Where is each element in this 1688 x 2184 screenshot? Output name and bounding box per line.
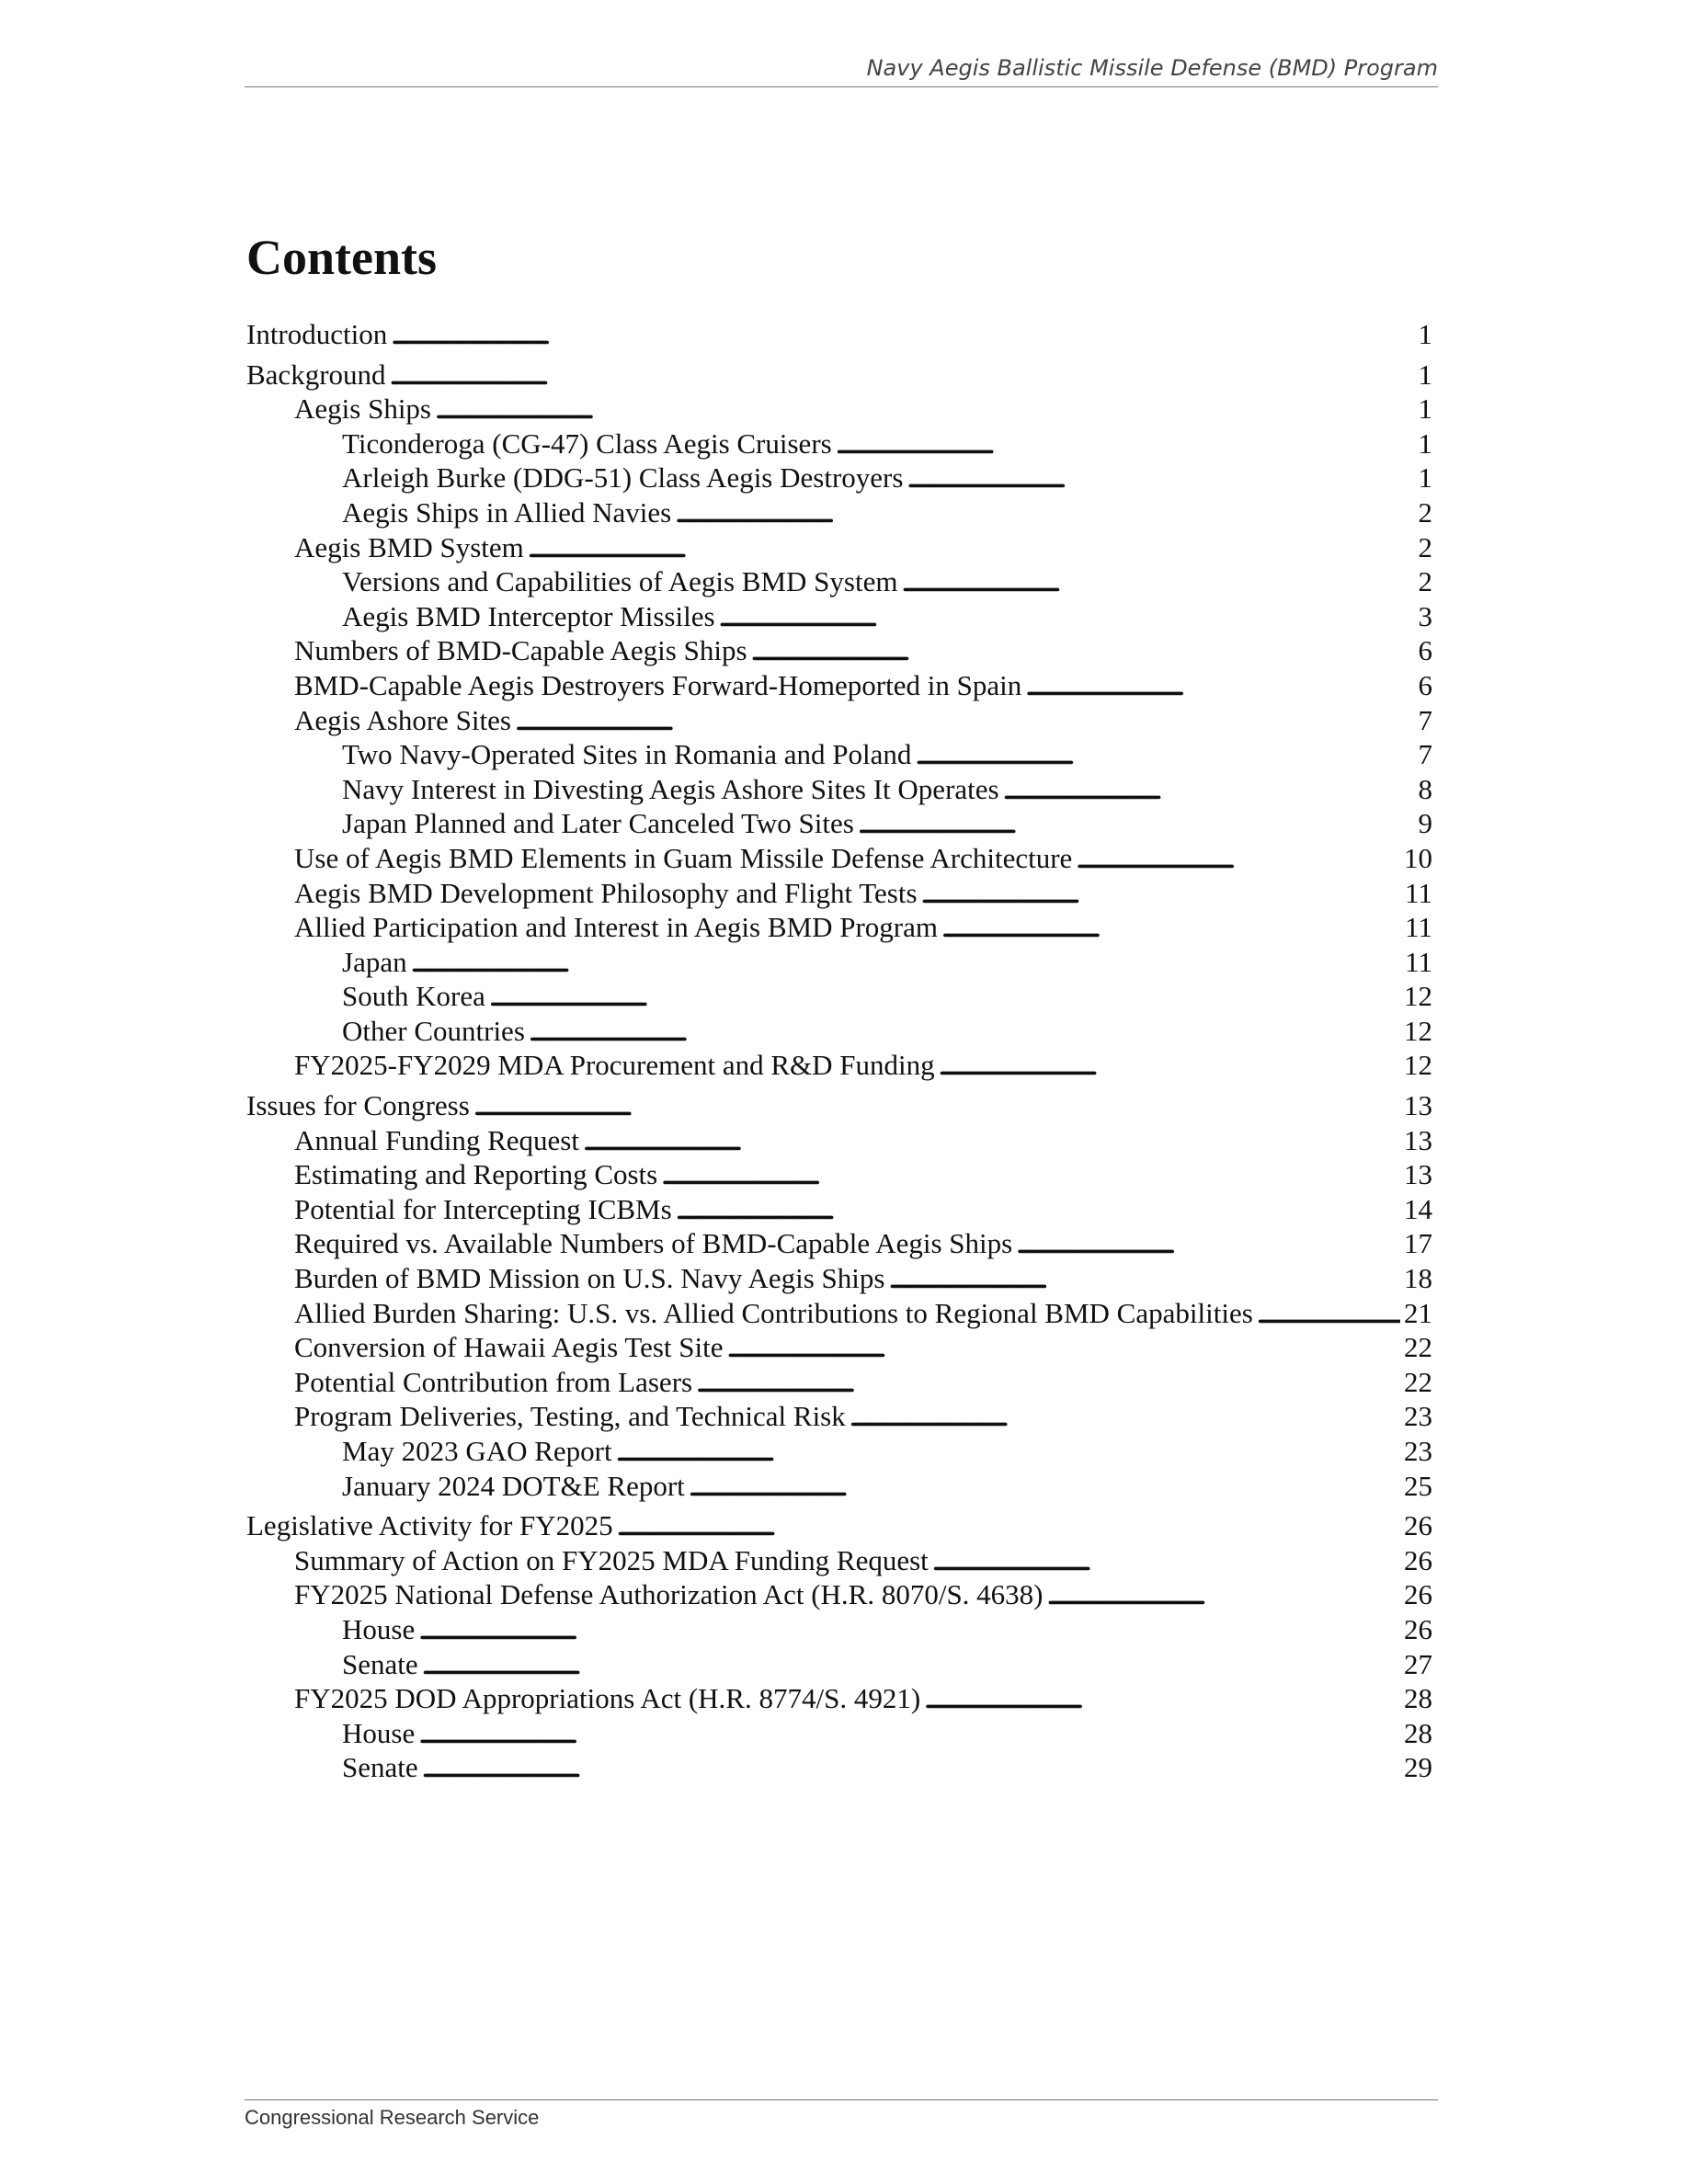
table-of-contents (246, 317, 1432, 1785)
toc-entry[interactable] (246, 910, 1432, 945)
toc-dot-leader (924, 1681, 1400, 1716)
toc-entry[interactable] (246, 1716, 1432, 1751)
toc-dot-leader (1257, 1296, 1400, 1331)
toc-entry-page-number: 12 (1404, 980, 1432, 1013)
toc-entry[interactable] (246, 841, 1432, 876)
toc-dot-leader (696, 1365, 1400, 1400)
toc-entry[interactable] (246, 1261, 1432, 1296)
toc-entry-label: Aegis Ships in Allied Navies (342, 495, 672, 529)
toc-entry[interactable] (246, 633, 1432, 668)
toc-dot-leader (515, 703, 1415, 738)
toc-entry[interactable] (246, 979, 1432, 1014)
toc-entry[interactable] (246, 1647, 1432, 1682)
toc-entry-label: Conversion of Hawaii Aegis Test Site (294, 1331, 724, 1364)
toc-entry-label: Japan Planned and Later Canceled Two Sites (342, 807, 854, 840)
toc-entry-label: Other Countries (342, 1014, 525, 1047)
toc-entry-page-number: 22 (1404, 1365, 1432, 1398)
toc-entry[interactable] (246, 806, 1432, 841)
toc-entry[interactable] (246, 1157, 1432, 1192)
toc-entry-page-number: 13 (1404, 1123, 1432, 1156)
toc-entry-page-number: 21 (1404, 1296, 1432, 1329)
toc-entry-page-number: 13 (1404, 1089, 1432, 1122)
toc-dot-leader (719, 599, 1415, 634)
toc-entry[interactable] (246, 495, 1432, 530)
toc-entry-label: Arleigh Burke (DDG-51) Class Aegis Destroyers (342, 461, 904, 495)
toc-entry[interactable] (246, 564, 1432, 599)
toc-dot-leader (435, 392, 1415, 427)
running-footer: Congressional Research Service (245, 2099, 1438, 2130)
toc-entry-label: BMD-Capable Aegis Destroyers Forward-Homeported in Spain (294, 668, 1022, 701)
toc-entry-page-number: 1 (1418, 392, 1432, 426)
toc-entry-page-number: 25 (1404, 1469, 1432, 1502)
toc-entry-label: Required vs. Available Numbers of BMD-Capable Aegis Ships (294, 1227, 1013, 1260)
toc-entry-page-number: 11 (1405, 876, 1432, 909)
toc-entry[interactable] (246, 461, 1432, 495)
toc-dot-leader (528, 530, 1415, 565)
toc-dot-leader (675, 495, 1414, 530)
toc-entry-label: Two Navy-Operated Sites in Romania and Poland (342, 738, 912, 771)
toc-entry-label: House (342, 1716, 416, 1749)
toc-entry[interactable] (246, 1399, 1432, 1434)
toc-dot-leader (1076, 841, 1400, 876)
toc-entry-page-number: 11 (1405, 911, 1432, 944)
toc-dot-leader (858, 806, 1415, 841)
toc-entry[interactable] (246, 1365, 1432, 1400)
toc-entry[interactable] (246, 876, 1432, 911)
toc-entry-page-number: 17 (1404, 1227, 1432, 1260)
toc-entry-label: South Korea (342, 980, 485, 1013)
toc-entry-label: Allied Burden Sharing: U.S. vs. Allied Contributions to Regional BMD Capabilities (294, 1296, 1253, 1329)
toc-entry[interactable] (246, 703, 1432, 738)
toc-entry-label: House (342, 1612, 416, 1645)
toc-entry-page-number: 8 (1418, 772, 1432, 805)
toc-entry-label: Annual Funding Request (294, 1123, 579, 1156)
toc-dot-leader (391, 317, 1414, 352)
toc-entry-page-number: 13 (1404, 1158, 1432, 1191)
toc-entry-label: Use of Aegis BMD Elements in Guam Missile Defense Architecture (294, 841, 1073, 874)
toc-entry-page-number: 14 (1404, 1192, 1432, 1225)
toc-dot-leader (941, 910, 1401, 945)
toc-dot-leader (1047, 1577, 1400, 1612)
toc-entry[interactable] (246, 1192, 1432, 1227)
toc-entry-page-number: 3 (1418, 599, 1432, 632)
toc-dot-leader (901, 564, 1414, 599)
toc-dot-leader (921, 876, 1402, 911)
toc-entry-page-number: 1 (1418, 461, 1432, 495)
toc-entry-label: Program Deliveries, Testing, and Technical Risk (294, 1400, 846, 1433)
toc-entry-page-number: 29 (1404, 1751, 1432, 1784)
toc-entry-page-number: 23 (1404, 1435, 1432, 1467)
toc-entry-label: FY2025-FY2029 MDA Procurement and R&D Funding (294, 1049, 935, 1082)
toc-entry[interactable] (246, 1014, 1432, 1049)
toc-entry-page-number: 1 (1418, 427, 1432, 460)
toc-entry-page-number: 2 (1418, 530, 1432, 563)
toc-entry-page-number: 18 (1404, 1262, 1432, 1295)
toc-entry-page-number: 7 (1418, 738, 1432, 771)
toc-entry[interactable] (246, 599, 1432, 634)
toc-entry[interactable] (246, 1508, 1432, 1543)
running-header: Navy Aegis Ballistic Missile Defense (BMD) Program (245, 55, 1438, 87)
toc-dot-leader (850, 1399, 1400, 1434)
toc-entry[interactable] (246, 1434, 1432, 1469)
toc-dot-leader (751, 633, 1415, 668)
toc-entry-label: Allied Participation and Interest in Aegis BMD Program (294, 911, 938, 944)
toc-dot-leader (418, 1716, 1400, 1751)
toc-dot-leader (390, 358, 1415, 392)
toc-entry-page-number: 22 (1404, 1331, 1432, 1364)
toc-entry-page-number: 26 (1404, 1509, 1432, 1542)
toc-entry[interactable] (246, 358, 1432, 392)
toc-entry[interactable] (246, 772, 1432, 807)
toc-entry-label: Estimating and Reporting Costs (294, 1158, 658, 1191)
toc-dot-leader (411, 945, 1402, 980)
toc-entry-label: Summary of Action on FY2025 MDA Funding Request (294, 1543, 929, 1576)
toc-entry-page-number: 12 (1404, 1014, 1432, 1047)
toc-entry[interactable] (246, 1048, 1432, 1083)
toc-entry[interactable] (246, 1543, 1432, 1578)
toc-entry[interactable] (246, 945, 1432, 980)
toc-dot-leader (939, 1048, 1400, 1083)
toc-entry-page-number: 6 (1418, 634, 1432, 667)
toc-dot-leader (583, 1123, 1400, 1158)
toc-entry[interactable] (246, 1612, 1432, 1647)
toc-dot-leader (836, 427, 1415, 461)
toc-entry[interactable] (246, 1088, 1432, 1123)
toc-dot-leader (1016, 1226, 1400, 1261)
toc-entry-label: Senate (342, 1751, 418, 1784)
toc-entry-label: Japan (342, 945, 407, 978)
toc-dot-leader (617, 1508, 1400, 1543)
toc-entry-page-number: 23 (1404, 1400, 1432, 1433)
toc-entry[interactable] (246, 737, 1432, 772)
toc-entry-label: Senate (342, 1647, 418, 1680)
toc-entry-page-number: 27 (1404, 1647, 1432, 1680)
toc-entry[interactable] (246, 1330, 1432, 1365)
toc-entry-label: Navy Interest in Divesting Aegis Ashore Sites It Operates (342, 772, 999, 805)
toc-entry-page-number: 2 (1418, 565, 1432, 598)
toc-entry[interactable] (246, 1226, 1432, 1261)
toc-entry-label: Issues for Congress (246, 1089, 470, 1122)
toc-entry-page-number: 26 (1404, 1612, 1432, 1645)
toc-dot-leader (907, 461, 1414, 495)
toc-dot-leader (1025, 668, 1414, 703)
toc-dot-leader (676, 1192, 1400, 1227)
toc-entry-page-number: 26 (1404, 1578, 1432, 1611)
toc-entry-label: Aegis Ashore Sites (294, 703, 511, 736)
toc-entry-page-number: 28 (1404, 1682, 1432, 1715)
toc-entry-page-number: 10 (1404, 841, 1432, 874)
toc-entry-label: May 2023 GAO Report (342, 1435, 612, 1467)
toc-dot-leader (727, 1330, 1400, 1365)
toc-entry-label: January 2024 DOT&E Report (342, 1469, 685, 1502)
toc-dot-leader (418, 1612, 1400, 1647)
toc-entry-label: Burden of BMD Mission on U.S. Navy Aegis Ships (294, 1262, 885, 1295)
page-title: Contents (246, 230, 438, 285)
toc-entry-page-number: 2 (1418, 495, 1432, 529)
toc-entry-label: Numbers of BMD-Capable Aegis Ships (294, 634, 747, 667)
toc-entry[interactable] (246, 1681, 1432, 1716)
toc-entry-label: Aegis BMD Development Philosophy and Flight Tests (294, 876, 918, 909)
toc-dot-leader (915, 737, 1414, 772)
toc-dot-leader (422, 1750, 1400, 1785)
toc-dot-leader (473, 1088, 1400, 1123)
toc-dot-leader (689, 1469, 1400, 1504)
toc-entry-page-number: 1 (1418, 358, 1432, 391)
toc-entry[interactable] (246, 1123, 1432, 1158)
toc-entry-label: Potential for Intercepting ICBMs (294, 1192, 672, 1225)
toc-entry-label: Potential Contribution from Lasers (294, 1365, 693, 1398)
toc-entry[interactable] (246, 1296, 1432, 1331)
toc-entry[interactable] (246, 427, 1432, 461)
toc-entry[interactable] (246, 530, 1432, 565)
toc-entry-label: Ticonderoga (CG-47) Class Aegis Cruisers (342, 427, 832, 460)
toc-entry[interactable] (246, 1469, 1432, 1504)
toc-entry-page-number: 12 (1404, 1049, 1432, 1082)
toc-entry-page-number: 26 (1404, 1543, 1432, 1576)
toc-dot-leader (422, 1647, 1400, 1682)
toc-dot-leader (888, 1261, 1400, 1296)
toc-dot-leader (529, 1014, 1400, 1049)
toc-entry[interactable] (246, 317, 1432, 352)
toc-entry[interactable] (246, 1577, 1432, 1612)
toc-entry[interactable] (246, 392, 1432, 427)
toc-entry-page-number: 1 (1418, 318, 1432, 350)
toc-entry-label: Introduction (246, 318, 388, 350)
toc-entry-page-number: 6 (1418, 668, 1432, 701)
toc-entry-label: Legislative Activity for FY2025 (246, 1509, 613, 1542)
toc-entry-label: Aegis BMD System (294, 530, 524, 563)
toc-entry-page-number: 11 (1405, 945, 1432, 978)
toc-dot-leader (489, 979, 1400, 1014)
toc-entry-label: Aegis Ships (294, 392, 431, 426)
toc-entry-label: Background (246, 358, 386, 391)
toc-dot-leader (661, 1157, 1400, 1192)
toc-entry-page-number: 28 (1404, 1716, 1432, 1749)
toc-entry-label: FY2025 DOD Appropriations Act (H.R. 8774/S. 4921) (294, 1682, 921, 1715)
toc-entry-label: FY2025 National Defense Authorization Act (H.R. 8070/S. 4638) (294, 1578, 1044, 1611)
toc-entry-page-number: 7 (1418, 703, 1432, 736)
toc-entry-label: Versions and Capabilities of Aegis BMD System (342, 565, 898, 598)
toc-entry[interactable] (246, 668, 1432, 703)
toc-dot-leader (932, 1543, 1400, 1578)
toc-entry-page-number: 9 (1418, 807, 1432, 840)
toc-entry[interactable] (246, 1750, 1432, 1785)
toc-dot-leader (1003, 772, 1415, 807)
toc-entry-label: Aegis BMD Interceptor Missiles (342, 599, 715, 632)
toc-dot-leader (616, 1434, 1400, 1469)
